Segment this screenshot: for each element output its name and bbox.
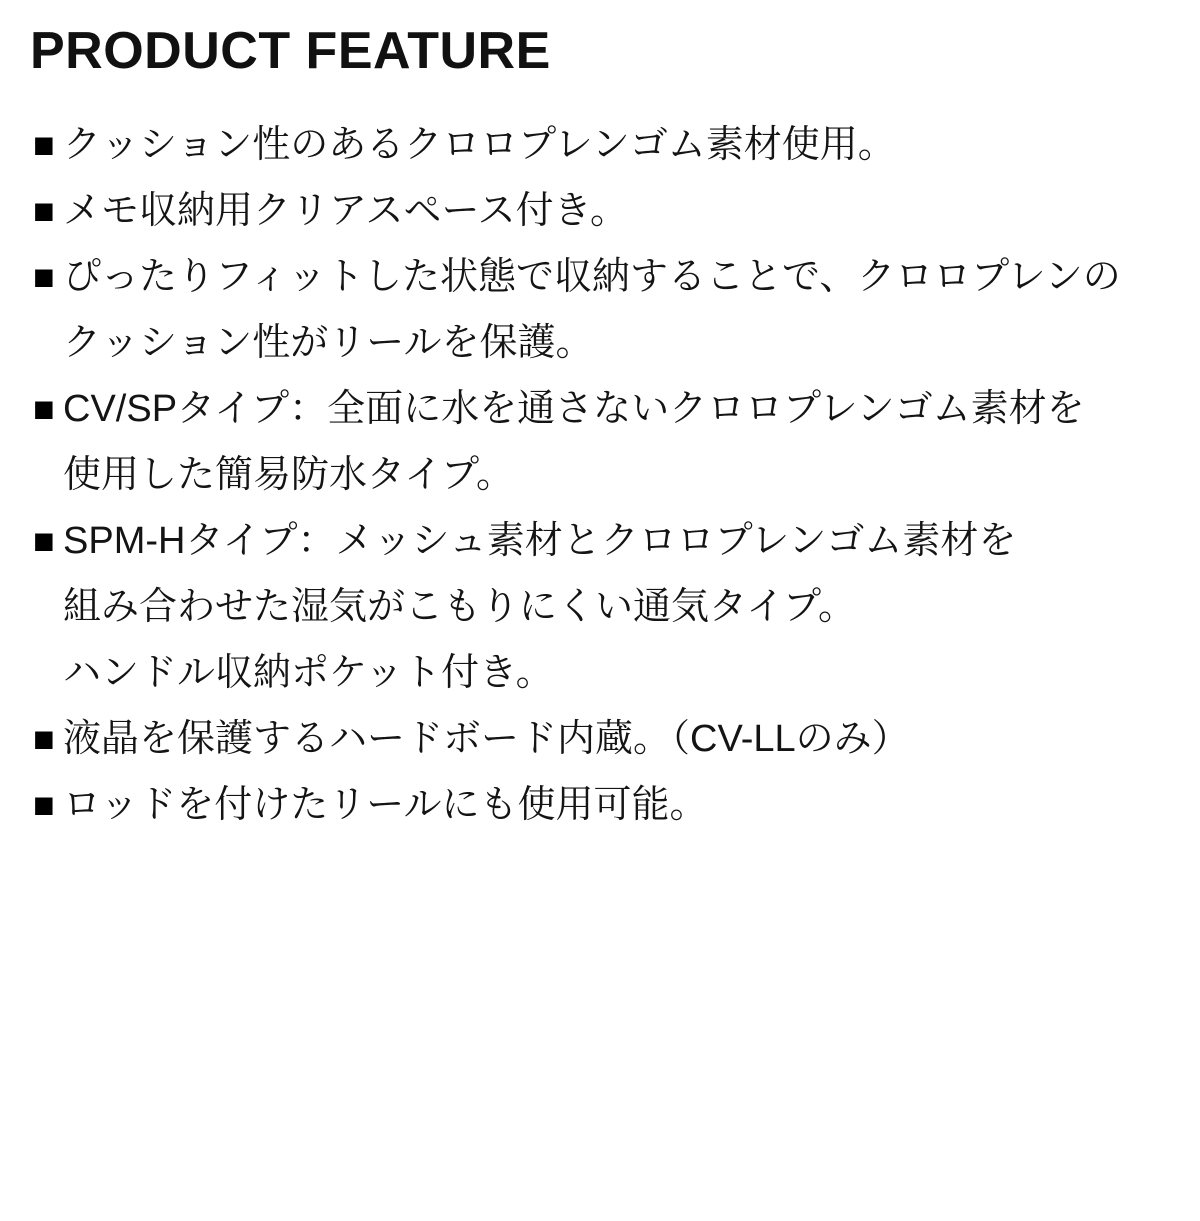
feature-line: クッション性のあるクロロプレンゴム素材使用。: [63, 124, 896, 166]
feature-line: 使用した簡易防水タイプ。: [63, 454, 515, 496]
feature-text: [63, 706, 1170, 772]
product-feature-page: [0, 21, 1200, 1221]
feature-line: メモ収納用クリアスペース付き。: [63, 190, 629, 232]
feature-line: ロッドを付けたリールにも使用可能。: [63, 784, 708, 826]
feature-item: [33, 244, 1170, 376]
feature-item: [33, 772, 1170, 838]
feature-item: [33, 178, 1170, 244]
feature-text: [63, 772, 1170, 838]
feature-text: [63, 178, 1170, 244]
feature-item: [33, 376, 1170, 508]
feature-item: [33, 508, 1170, 706]
feature-line: SPM-Hタイプ：メッシュ素材とクロロプレンゴム素材を: [63, 520, 1017, 562]
feature-item: [33, 706, 1170, 772]
feature-line: クッション性がリールを保護。: [63, 322, 594, 364]
feature-text: [63, 244, 1170, 376]
bullet-square-icon: ■: [33, 520, 55, 561]
feature-line: 組み合わせた湿気がこもりにくい通気タイプ。: [63, 586, 857, 628]
bullet-square-icon: ■: [33, 124, 55, 165]
bullet-square-icon: ■: [33, 784, 55, 825]
bullet-square-icon: ■: [33, 718, 55, 759]
bullet-square-icon: ■: [33, 190, 55, 231]
feature-line: ハンドル収納ポケット付き。: [63, 652, 554, 694]
bullet-square-icon: ■: [33, 388, 55, 429]
feature-list: [33, 112, 1170, 838]
feature-line: ぴったりフィットした状態で収納することで、クロロプレンの: [63, 256, 1121, 298]
feature-line: CV/SPタイプ：全面に水を通さないクロロプレンゴム素材を: [63, 388, 1085, 430]
feature-line: 液晶を保護するハードボード内蔵。（CV-LLのみ）: [63, 718, 910, 760]
feature-text: [63, 376, 1170, 508]
feature-text: [63, 508, 1170, 706]
feature-item: [33, 112, 1170, 178]
page-title: PRODUCT FEATURE: [30, 22, 551, 80]
bullet-square-icon: ■: [33, 256, 55, 297]
feature-text: [63, 112, 1170, 178]
